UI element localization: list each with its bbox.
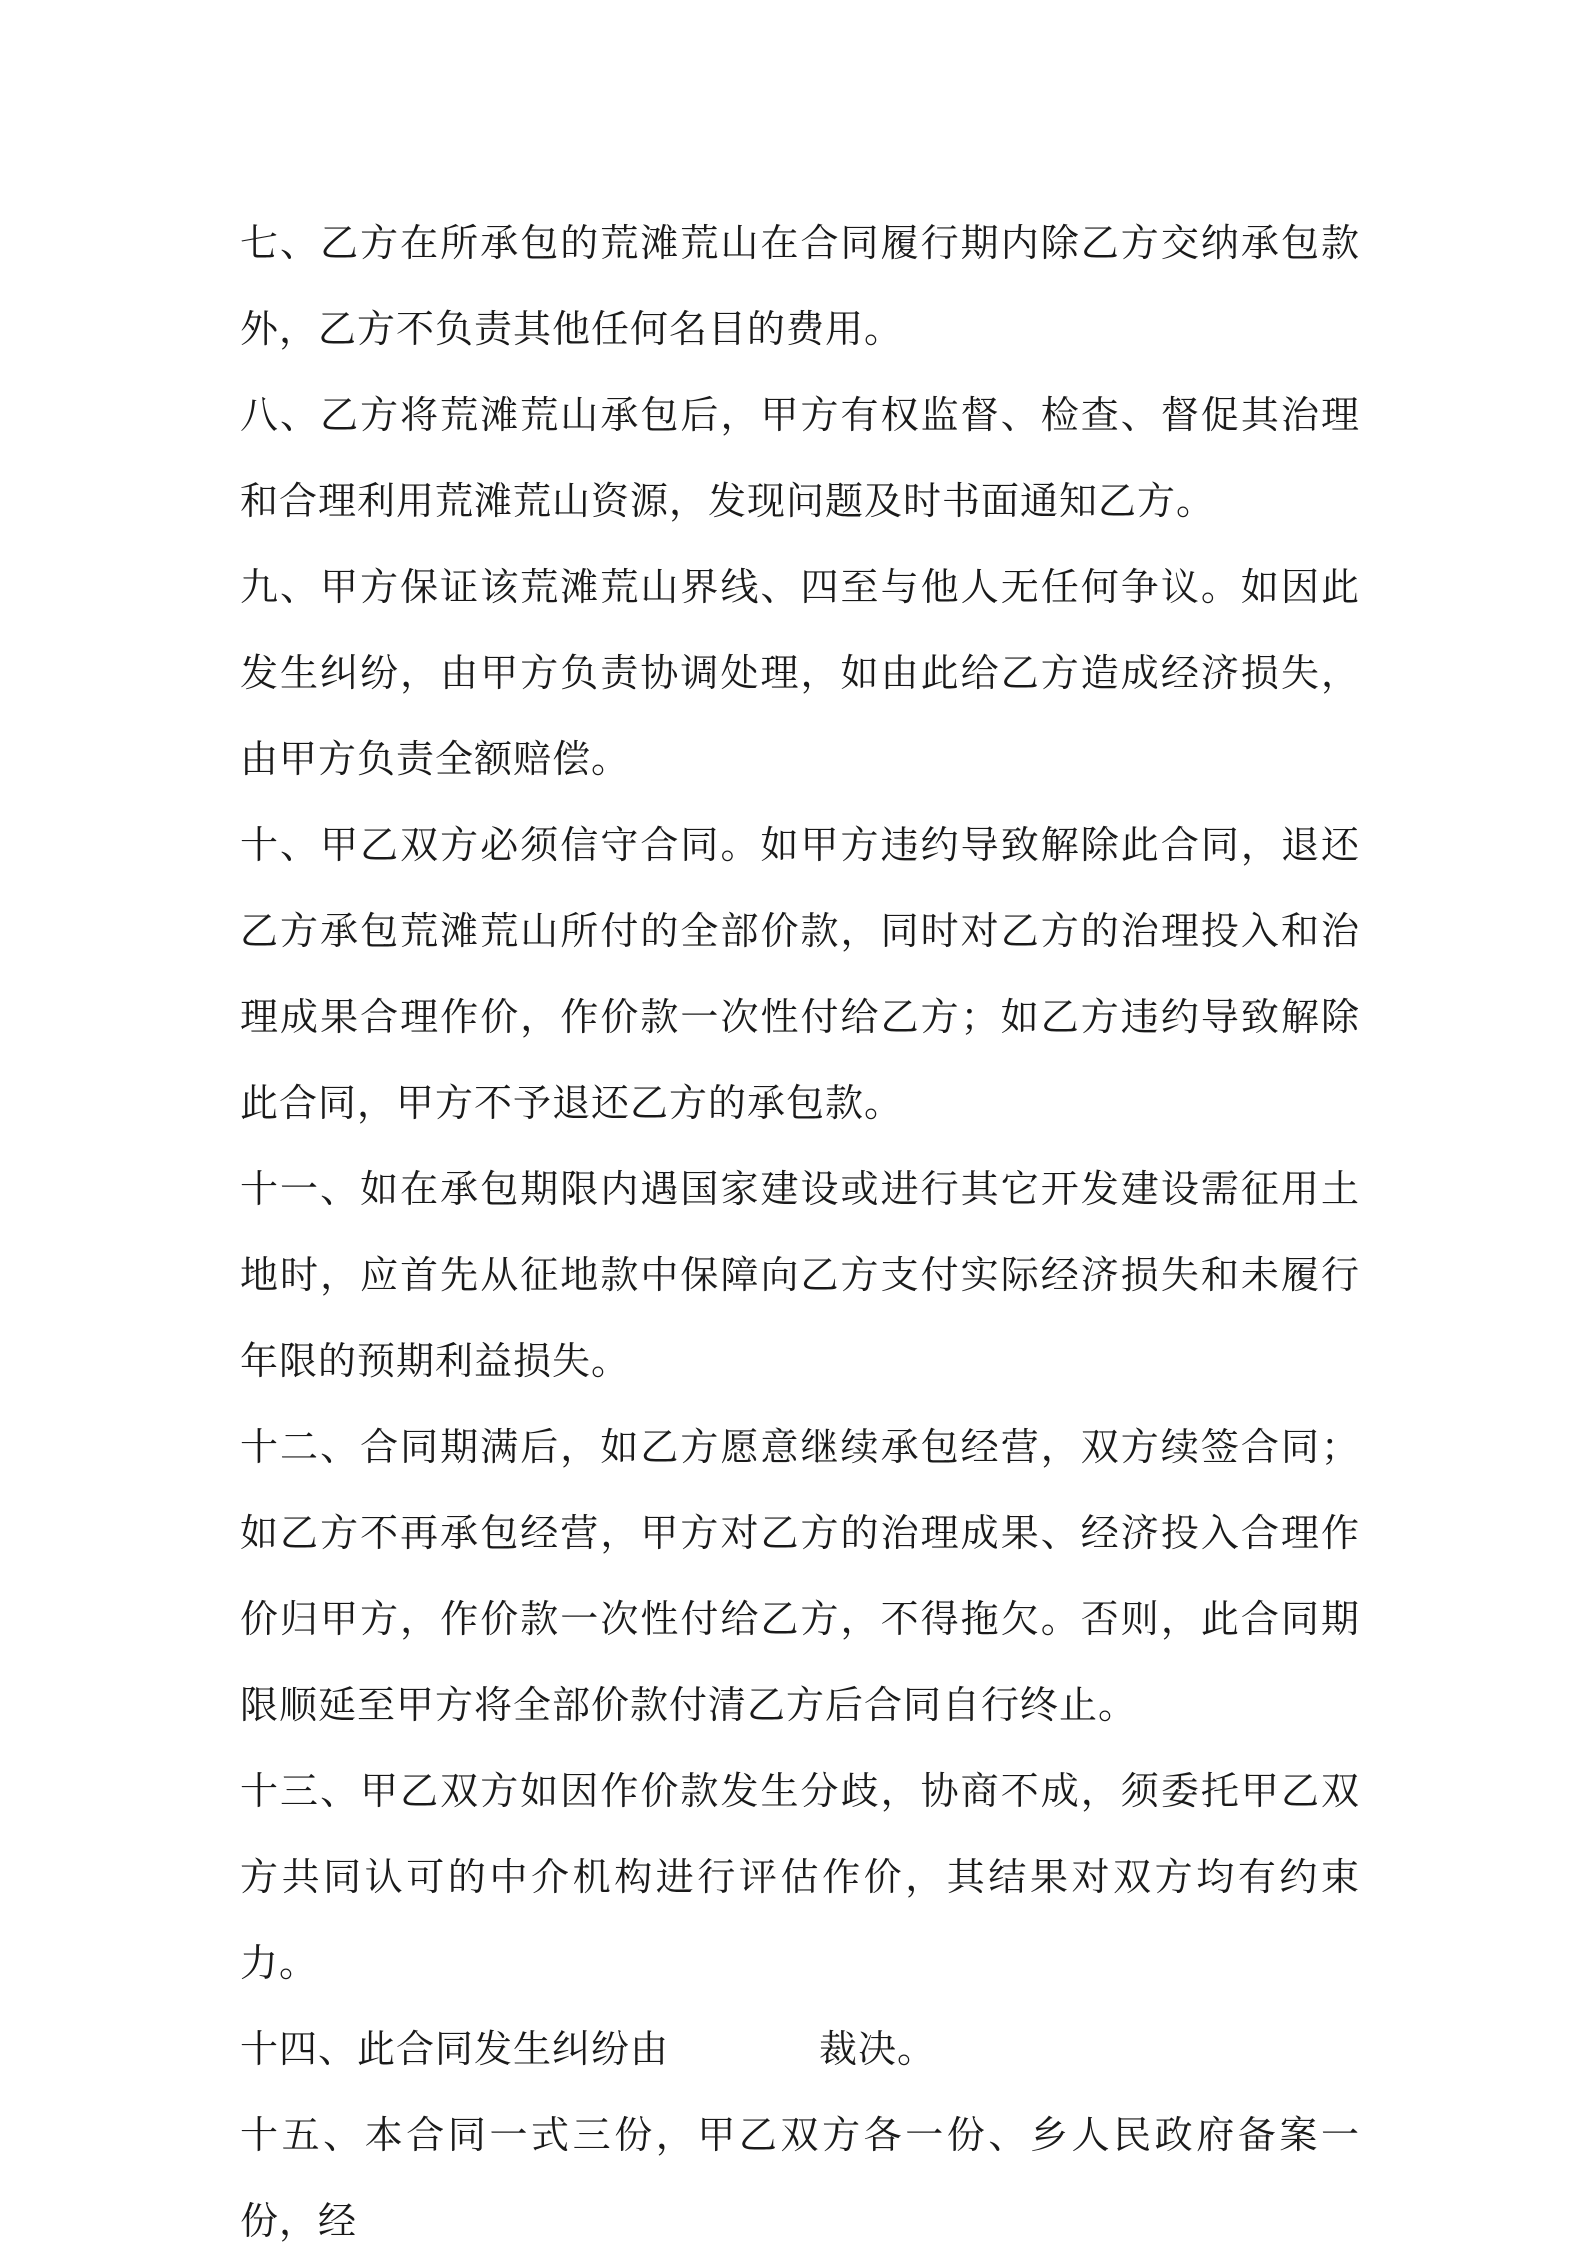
clause-11: 十一、如在承包期限内遇国家建设或进行其它开发建设需征用土地时，应首先从征地款中保障向乙方支付实际经济损失和未履行年限的预期利益损失。	[240, 1167, 1360, 1383]
clause-14-text-before: 十四、此合同发生纠纷由	[240, 2027, 670, 2071]
clause-9: 九、甲方保证该荒滩荒山界线、四至与他人无任何争议。如因此发生纠纷，由甲方负责协调处理，如由此给乙方造成经济损失，由甲方负责全额赔偿。	[240, 565, 1360, 781]
clause-12: 十二、合同期满后，如乙方愿意继续承包经营，双方续签合同；如乙方不再承包经营，甲方对乙方的治理成果、经济投入合理作价归甲方，作价款一次性付给乙方，不得拖欠。否则，此合同期限顺延至甲方将全部价款付清乙方后合同自行终止。	[240, 1425, 1360, 1727]
clause-10: 十、甲乙双方必须信守合同。如甲方违约导致解除此合同，退还乙方承包荒滩荒山所付的全部价款，同时对乙方的治理投入和治理成果合理作价，作价款一次性付给乙方；如乙方违约导致解除此合同，甲方不予退还乙方的承包款。	[240, 823, 1360, 1125]
clause-14-text-after: 裁决。	[819, 2027, 937, 2071]
clause-15: 十五、本合同一式三份，甲乙双方各一份、乡人民政府备案一份，经	[240, 2113, 1360, 2243]
clause-7: 七、乙方在所承包的荒滩荒山在合同履行期内除乙方交纳承包款外，乙方不负责其他任何名目的费用。	[240, 221, 1360, 351]
contract-body	[240, 200, 1360, 2264]
clause-14	[240, 2006, 1360, 2092]
clause-13: 十三、甲乙双方如因作价款发生分歧，协商不成，须委托甲乙双方共同认可的中介机构进行评估作价，其结果对双方均有约束力。	[240, 1769, 1360, 1985]
clause-8: 八、乙方将荒滩荒山承包后，甲方有权监督、检查、督促其治理和合理利用荒滩荒山资源，发现问题及时书面通知乙方。	[240, 393, 1360, 523]
